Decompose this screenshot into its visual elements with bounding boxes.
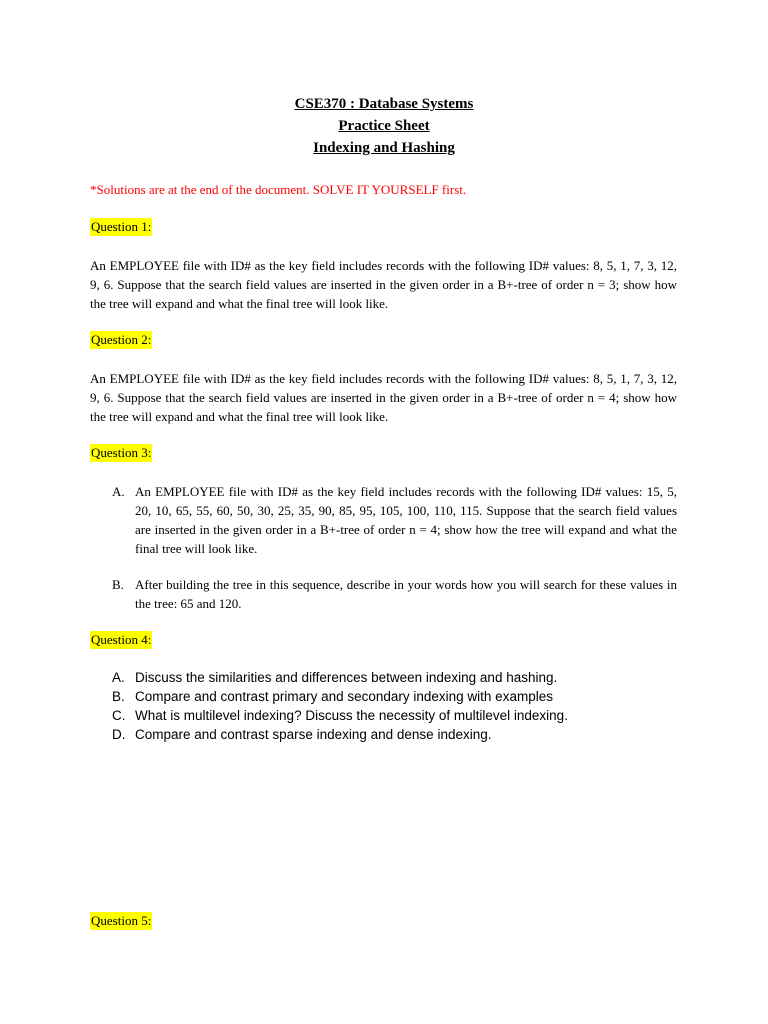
list-marker: D. (112, 727, 126, 742)
question-4-label: Question 4: (91, 632, 152, 647)
list-item-text: Compare and contrast sparse indexing and dense indexing. (135, 727, 492, 742)
solutions-notice: *Solutions are at the end of the document. SOLVE IT YOURSELF first. (90, 182, 467, 197)
question-3-label: Question 3: (91, 445, 152, 460)
list-marker: B. (112, 577, 124, 592)
question-2-label: Question 2: (91, 332, 152, 347)
list-item-text: Compare and contrast primary and secondary indexing with examples (135, 689, 553, 704)
list-marker: B. (112, 689, 125, 704)
question-2-text: An EMPLOYEE file with ID# as the key field includes records with the following ID# values: 8, 5, 1, 7, 3, 12, 9, 6. Suppose that the search field values are inserted in the given order in a B+-tree of order n = 4; show how the tree will expand and what the final tree will look like. (90, 371, 677, 424)
list-item-text: After building the tree in this sequence, describe in your words how you will search for these values in the tree: 65 and 120. (135, 577, 677, 611)
question-1-text: An EMPLOYEE file with ID# as the key field includes records with the following ID# values: 8, 5, 1, 7, 3, 12, 9, 6. Suppose that the search field values are inserted in the given order in a B+-tree of order n = 3; show how the tree will expand and what the final tree will look like. (90, 258, 677, 311)
topic-title: Indexing and Hashing (313, 140, 455, 156)
list-item-text: What is multilevel indexing? Discuss the necessity of multilevel indexing. (135, 708, 568, 723)
course-title: CSE370 : Database Systems (294, 96, 474, 112)
list-marker: A. (112, 670, 125, 685)
list-marker: A. (112, 484, 125, 499)
question-5-label: Question 5: (91, 913, 152, 928)
list-marker: C. (112, 708, 126, 723)
sheet-title: Practice Sheet (338, 118, 430, 134)
list-item-text: Discuss the similarities and differences between indexing and hashing. (135, 670, 558, 685)
question-1-label: Question 1: (91, 219, 152, 234)
list-item-text: An EMPLOYEE file with ID# as the key field includes records with the following ID# values: 15, 5, 20, 10, 65, 55, 60, 50, 30, 25, 35, 90, 85, 95, 105, 100, 110, 115. Suppose that the search field values are inserted in the given order in a B+-tree of order n = 4; show how the tree will expand and what the final tree will look like. (135, 484, 677, 556)
